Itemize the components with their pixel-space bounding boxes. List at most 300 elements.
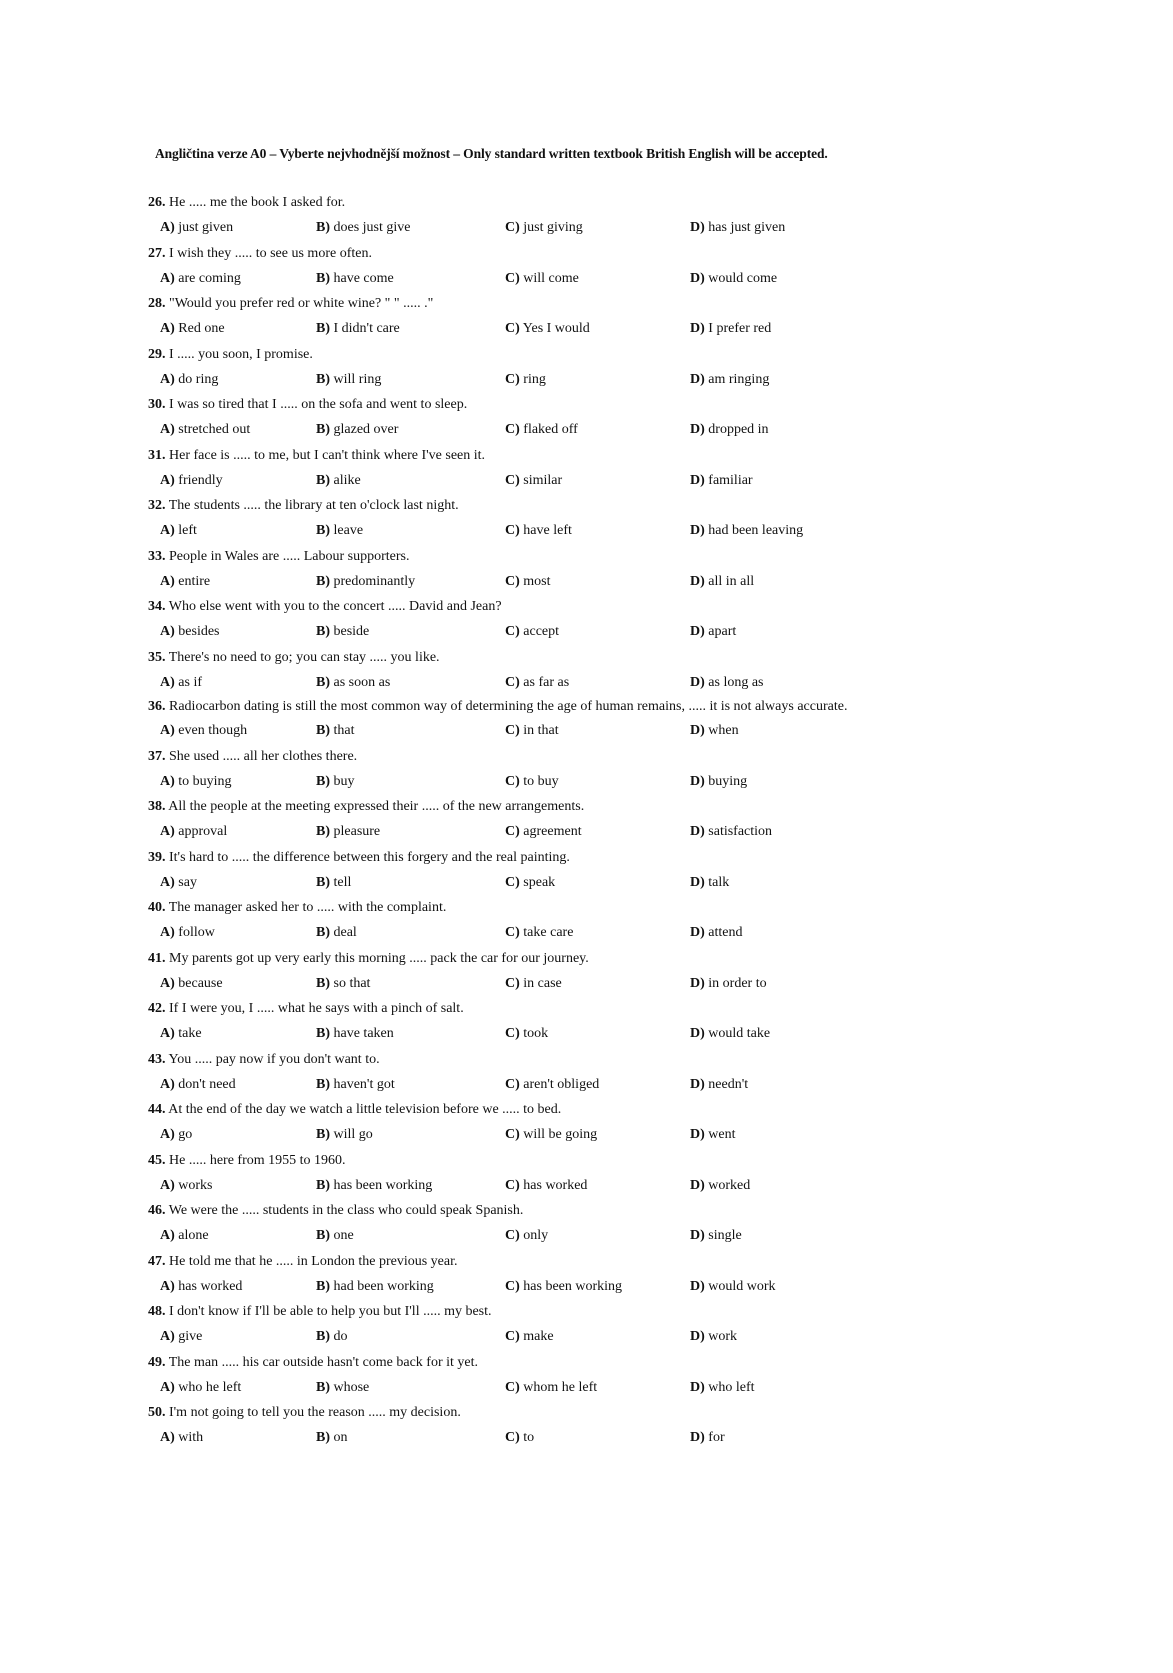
option-text: do ring [178,371,219,387]
option-letter: B) [316,1177,330,1193]
option-c[interactable] [505,971,562,996]
option-d[interactable] [690,1274,776,1299]
option-letter: B) [316,1278,330,1294]
question-item [148,1249,1048,1300]
option-letter: D) [690,1278,705,1294]
option-text: flaked off [523,422,578,437]
question-stem: It's hard to ..... the difference between this forgery and the real painting. [169,849,570,865]
question-number: 50. [148,1405,166,1420]
question-text [148,744,1048,769]
option-letter: C) [505,573,520,589]
option-c[interactable] [505,1425,534,1450]
option-text: aren't obliged [523,1076,600,1092]
option-letter: B) [316,624,330,639]
option-c[interactable] [505,1324,554,1349]
option-text: in case [523,975,562,991]
option-a[interactable] [160,417,250,442]
options-row [148,920,1048,946]
question-stem: The man ..... his car outside hasn't come back for it yet. [168,1354,479,1370]
question-item [148,392,1048,443]
option-letter: A) [160,1430,175,1445]
option-a[interactable] [160,1274,242,1299]
option-text: works [178,1177,213,1193]
option-b[interactable] [316,1072,395,1097]
option-d[interactable] [690,215,785,240]
option-text: will come [523,270,579,286]
option-a[interactable] [160,971,223,996]
option-letter: D) [690,674,705,690]
option-c[interactable] [505,670,569,695]
option-b[interactable] [316,367,381,392]
option-a[interactable] [160,215,233,240]
question-item [148,1097,1048,1148]
page-header: Angličtina verze A0 – Vyberte nejvhodnější možnost – Only standard written textbook British English will be accepted. [155,146,828,161]
option-letter: D) [690,371,705,387]
option-text: don't need [178,1076,236,1092]
option-d[interactable] [690,1425,725,1450]
question-text [148,1249,1048,1274]
question-number: 47. [148,1253,166,1269]
question-text [148,946,1048,971]
question-stem: I was so tired that I ..... on the sofa and went to sleep. [169,397,468,412]
option-text: speak [523,874,556,890]
option-b[interactable] [316,819,380,844]
option-d[interactable] [690,819,772,844]
question-number: 36. [148,699,166,714]
option-d[interactable] [690,1375,755,1400]
option-b[interactable] [316,1021,394,1046]
option-text: does just give [333,220,411,235]
option-b[interactable] [316,769,355,794]
option-letter: B) [316,824,330,839]
option-letter: C) [505,674,520,690]
options-row [148,870,1048,896]
option-c[interactable] [505,417,578,442]
question-item [148,544,1048,595]
option-text: do [333,1329,348,1344]
option-letter: A) [160,270,175,286]
option-c[interactable] [505,266,579,291]
option-letter: A) [160,220,175,235]
option-c[interactable] [505,718,559,743]
option-b[interactable] [316,1173,432,1198]
option-b[interactable] [316,266,394,291]
option-a[interactable] [160,819,227,844]
option-a[interactable] [160,266,241,291]
option-a[interactable] [160,870,197,895]
option-b[interactable] [316,920,357,945]
option-text: had been leaving [708,523,804,538]
option-a[interactable] [160,1375,241,1400]
option-text: single [708,1228,742,1243]
option-d[interactable] [690,569,754,594]
option-c[interactable] [505,468,562,493]
option-text: for [708,1430,725,1445]
option-a[interactable] [160,1122,192,1147]
question-item [148,190,1048,241]
option-letter: D) [690,925,705,940]
option-d[interactable] [690,417,769,442]
option-b[interactable] [316,569,415,594]
option-text: pleasure [333,824,381,839]
option-text: with [178,1430,204,1445]
option-a[interactable] [160,1021,202,1046]
option-c[interactable] [505,769,559,794]
question-stem: Who else went with you to the concert ..... David and Jean? [168,599,502,614]
option-letter: A) [160,573,175,589]
option-letter: A) [160,975,175,991]
option-letter: A) [160,1076,175,1092]
option-letter: C) [505,523,520,538]
option-text: I didn't care [333,321,400,336]
question-stem: He ..... here from 1955 to 1960. [169,1152,346,1168]
option-text: alone [178,1228,209,1243]
option-text: make [523,1329,554,1344]
question-item [148,241,1048,292]
question-number: 30. [148,397,166,412]
option-letter: A) [160,773,175,789]
option-c[interactable] [505,215,583,240]
option-b[interactable] [316,1324,348,1349]
question-number: 38. [148,799,166,814]
option-a[interactable] [160,718,247,743]
question-text [148,1350,1048,1375]
question-stem: If I were you, I ..... what he says with a pinch of salt. [169,1001,464,1016]
options-row [148,1223,1048,1249]
option-text: give [178,1329,203,1344]
option-b[interactable] [316,619,369,644]
option-text: so that [333,975,371,991]
option-text: whom he left [523,1379,598,1395]
option-letter: C) [505,422,520,437]
options-row [148,367,1048,393]
option-d[interactable] [690,1072,748,1097]
option-letter: C) [505,472,520,488]
option-letter: B) [316,723,330,738]
options-row [148,518,1048,544]
question-text [148,1097,1048,1122]
option-letter: C) [505,270,520,286]
question-stem: She used ..... all her clothes there. [169,748,358,764]
option-letter: B) [316,874,330,890]
question-stem: All the people at the meeting expressed their ..... of the new arrangements. [168,799,585,814]
option-letter: C) [505,220,520,235]
option-letter: B) [316,674,330,690]
option-letter: D) [690,773,705,789]
option-letter: D) [690,220,705,235]
option-letter: D) [690,321,705,336]
option-c[interactable] [505,1375,597,1400]
question-stem: We were the ..... students in the class who could speak Spanish. [168,1203,524,1218]
option-c[interactable] [505,316,590,341]
option-b[interactable] [316,1375,369,1400]
option-c[interactable] [505,367,546,392]
question-number: 46. [148,1203,166,1218]
option-text: as soon as [333,674,391,690]
option-letter: D) [690,1228,705,1243]
question-item [148,996,1048,1047]
question-stem: At the end of the day we watch a little television before we ..... to bed. [168,1102,562,1117]
question-stem: I'm not going to tell you the reason ..... my decision. [169,1405,461,1420]
option-text: would come [708,270,778,286]
option-a[interactable] [160,1223,209,1248]
option-letter: A) [160,723,175,738]
option-text: follow [178,925,215,940]
option-d[interactable] [690,1021,770,1046]
option-d[interactable] [690,718,739,743]
options-row [148,266,1048,292]
option-text: talk [708,874,730,890]
option-letter: C) [505,773,520,789]
option-text: entire [178,573,211,589]
option-a[interactable] [160,1324,202,1349]
option-letter: B) [316,321,330,336]
option-c[interactable] [505,819,582,844]
option-a[interactable] [160,468,223,493]
option-b[interactable] [316,518,363,543]
option-b[interactable] [316,417,398,442]
option-d[interactable] [690,769,747,794]
option-letter: A) [160,472,175,488]
option-d[interactable] [690,518,803,543]
option-letter: D) [690,472,705,488]
question-text [148,443,1048,468]
question-item [148,794,1048,845]
option-d[interactable] [690,619,736,644]
option-d[interactable] [690,266,777,291]
question-text [148,342,1048,367]
option-letter: C) [505,723,520,738]
option-a[interactable] [160,920,215,945]
option-text: I prefer red [708,321,772,336]
question-text [148,695,868,718]
option-letter: B) [316,1026,330,1041]
option-letter: D) [690,723,705,738]
question-stem: I don't know if I'll be able to help you but I'll ..... my best. [169,1304,492,1319]
question-stem: My parents got up very early this morning ..... pack the car for our journey. [169,950,589,966]
option-text: just given [178,220,234,235]
option-letter: B) [316,1076,330,1092]
question-text [148,845,1048,870]
option-letter: A) [160,824,175,839]
option-text: similar [523,472,563,488]
options-row [148,1021,1048,1047]
option-d[interactable] [690,1324,737,1349]
question-item [148,946,1048,997]
option-text: glazed over [333,422,399,437]
question-number: 39. [148,849,166,865]
option-c[interactable] [505,1072,599,1097]
option-text: buy [333,773,355,789]
option-letter: C) [505,1076,520,1092]
option-letter: C) [505,975,520,991]
question-item [148,443,1048,494]
option-d[interactable] [690,670,764,695]
question-text [148,190,1048,215]
question-item [148,1350,1048,1401]
option-d[interactable] [690,468,753,493]
option-letter: D) [690,270,705,286]
question-text [148,493,1048,518]
question-number: 27. [148,245,166,261]
option-letter: C) [505,1329,520,1344]
option-letter: D) [690,523,705,538]
options-row [148,1425,1048,1451]
options-row [148,619,1048,645]
option-d[interactable] [690,1173,750,1198]
option-text: say [178,874,197,890]
option-a[interactable] [160,1072,236,1097]
option-letter: C) [505,1228,520,1243]
options-row [148,417,1048,443]
option-letter: A) [160,624,175,639]
option-text: only [523,1228,549,1243]
option-letter: D) [690,573,705,589]
option-b[interactable] [316,1274,434,1299]
option-c[interactable] [505,569,551,594]
option-c[interactable] [505,1122,597,1147]
option-letter: C) [505,1127,520,1142]
option-c[interactable] [505,619,559,644]
options-row [148,1072,1048,1098]
option-b[interactable] [316,215,411,240]
question-item [148,1047,1048,1098]
option-letter: B) [316,472,330,488]
options-row [148,1375,1048,1401]
option-d[interactable] [690,1223,742,1248]
question-item [148,695,1048,744]
option-d[interactable] [690,1122,736,1147]
option-c[interactable] [505,920,573,945]
option-d[interactable] [690,367,769,392]
option-text: to buy [523,773,559,789]
option-c[interactable] [505,1223,548,1248]
option-letter: B) [316,220,330,235]
option-c[interactable] [505,1274,622,1299]
option-letter: A) [160,1228,175,1243]
option-c[interactable] [505,1173,587,1198]
option-d[interactable] [690,920,743,945]
option-letter: B) [316,773,330,789]
option-b[interactable] [316,1223,354,1248]
option-b[interactable] [316,670,390,695]
option-text: on [333,1430,348,1445]
option-text: even though [178,723,248,738]
option-c[interactable] [505,870,555,895]
option-c[interactable] [505,518,572,543]
option-text: take [178,1026,202,1041]
option-b[interactable] [316,971,370,996]
option-text: went [708,1127,736,1142]
question-stem: He told me that he ..... in London the previous year. [169,1253,458,1269]
option-text: just giving [523,220,583,235]
question-text [148,645,1048,670]
option-letter: A) [160,1026,175,1041]
question-text [148,392,1048,417]
option-text: in that [523,723,559,738]
option-b[interactable] [316,1122,373,1147]
question-item [148,1198,1048,1249]
option-d[interactable] [690,316,771,341]
option-letter: A) [160,1127,175,1142]
question-number: 32. [148,498,166,513]
question-number: 44. [148,1102,166,1117]
option-text: go [178,1127,193,1142]
option-letter: B) [316,1430,330,1445]
option-text: to [523,1430,535,1445]
question-stem: I wish they ..... to see us more often. [169,245,372,261]
option-letter: C) [505,1278,520,1294]
option-letter: A) [160,523,175,538]
option-text: has worked [523,1177,588,1193]
option-letter: B) [316,1127,330,1142]
option-text: approval [178,824,228,839]
option-text: whose [333,1379,370,1395]
option-letter: C) [505,874,520,890]
option-d[interactable] [690,971,767,996]
option-text: familiar [708,472,753,488]
question-text [148,1148,1048,1173]
option-b[interactable] [316,468,361,493]
question-item [148,291,1048,342]
option-text: when [708,723,739,738]
option-a[interactable] [160,1425,203,1450]
question-stem: People in Wales are ..... Labour supporters. [169,548,410,564]
question-item [148,895,1048,946]
option-a[interactable] [160,1173,213,1198]
option-letter: D) [690,1329,705,1344]
question-stem: Radiocarbon dating is still the most common way of determining the age of human remains, ..... it is not always accurate. [169,699,848,714]
option-letter: B) [316,270,330,286]
option-a[interactable] [160,619,220,644]
question-stem: He ..... me the book I asked for. [169,195,346,210]
option-letter: A) [160,1379,175,1395]
option-text: stretched out [178,422,251,437]
option-a[interactable] [160,518,197,543]
question-item [148,493,1048,544]
option-text: buying [708,773,748,789]
option-a[interactable] [160,569,210,594]
options-row [148,569,1048,595]
option-text: who left [708,1379,755,1395]
option-a[interactable] [160,367,218,392]
option-text: has worked [178,1278,243,1294]
option-b[interactable] [316,718,355,743]
option-letter: D) [690,1177,705,1193]
option-text: needn't [708,1076,749,1092]
question-item [148,342,1048,393]
option-letter: C) [505,1026,520,1041]
option-a[interactable] [160,769,232,794]
option-d[interactable] [690,870,729,895]
option-b[interactable] [316,1425,348,1450]
option-c[interactable] [505,1021,548,1046]
option-letter: B) [316,1228,330,1243]
options-row [148,819,1048,845]
option-a[interactable] [160,670,202,695]
option-b[interactable] [316,316,400,341]
option-letter: D) [690,874,705,890]
option-a[interactable] [160,316,225,341]
option-text: as if [178,674,202,690]
question-item [148,1400,1048,1451]
option-text: agreement [523,824,582,839]
options-row [148,316,1048,342]
option-b[interactable] [316,870,351,895]
option-text: will ring [333,371,382,387]
question-number: 43. [148,1051,166,1067]
question-stem: I ..... you soon, I promise. [169,346,313,362]
